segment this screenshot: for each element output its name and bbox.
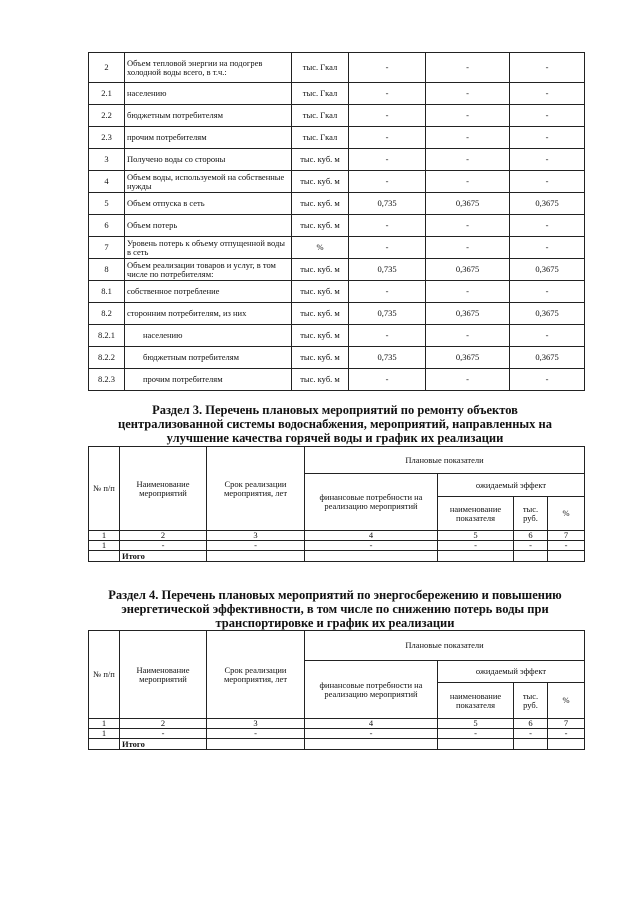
row-name: Объем отпуска в сеть — [125, 193, 292, 215]
row-value: - — [510, 149, 585, 171]
row-name: Объем тепловой энергии на подогрев холодной воды всего, в т.ч.: — [125, 53, 292, 83]
water-balance-table — [88, 52, 585, 391]
row-unit: тыс. куб. м — [292, 149, 349, 171]
section-3-title: Раздел 3. Перечень плановых мероприятий по ремонту объектов централизованной системы водоснабжения, мероприятий, направленных на улучшение качества горячей воды и график их реализации — [118, 403, 552, 445]
row-value: 0,3675 — [510, 259, 585, 281]
idx-cell: 6 — [514, 531, 548, 541]
header-num: № п/п — [89, 447, 120, 531]
row-number: 2.3 — [89, 127, 125, 149]
row-cell: - — [548, 541, 585, 551]
header-name: Наименование мероприятий — [120, 447, 207, 531]
row-value: 0,3675 — [426, 259, 510, 281]
row-value: - — [349, 171, 426, 193]
table-row — [89, 729, 585, 739]
table-row — [89, 237, 585, 259]
idx-cell: 1 — [89, 719, 120, 729]
row-unit: тыс. Гкал — [292, 53, 349, 83]
row-cell: - — [120, 541, 207, 551]
row-cell: - — [514, 729, 548, 739]
section-4-table — [88, 630, 585, 750]
row-value: - — [426, 53, 510, 83]
row-name: бюджетным потребителям — [125, 347, 292, 369]
row-value: - — [510, 281, 585, 303]
row-value: 0,3675 — [426, 193, 510, 215]
idx-cell: 3 — [207, 531, 305, 541]
row-value: 0,735 — [349, 347, 426, 369]
row-number: 2.1 — [89, 83, 125, 105]
row-value: - — [349, 281, 426, 303]
idx-cell: 2 — [120, 719, 207, 729]
row-value: - — [426, 325, 510, 347]
total-label: Итого — [120, 551, 207, 562]
row-cell: - — [305, 729, 438, 739]
idx-cell: 2 — [120, 531, 207, 541]
table-row — [89, 369, 585, 391]
table-row — [89, 171, 585, 193]
row-cell: - — [120, 729, 207, 739]
table-row — [89, 325, 585, 347]
header-term: Срок реализации мероприятия, лет — [207, 631, 305, 719]
header-name: Наименование мероприятий — [120, 631, 207, 719]
row-number: 5 — [89, 193, 125, 215]
header-fin: финансовые потребности на реализацию мероприятий — [305, 661, 438, 719]
header-term: Срок реализации мероприятия, лет — [207, 447, 305, 531]
row-value: - — [510, 369, 585, 391]
row-number: 8 — [89, 259, 125, 281]
row-value: - — [510, 105, 585, 127]
total-row — [89, 551, 585, 562]
row-cell: 1 — [89, 729, 120, 739]
table-row — [89, 127, 585, 149]
row-number: 8.2.3 — [89, 369, 125, 391]
row-number: 8.1 — [89, 281, 125, 303]
row-value: 0,735 — [349, 303, 426, 325]
row-name: населению — [125, 325, 292, 347]
header-effect: ожидаемый эффект — [438, 661, 585, 683]
row-value: - — [426, 83, 510, 105]
table-row — [89, 303, 585, 325]
row-value: - — [426, 105, 510, 127]
row-value: 0,3675 — [510, 347, 585, 369]
row-value: 0,735 — [349, 259, 426, 281]
header-plan: Плановые показатели — [305, 631, 585, 661]
row-unit: тыс. Гкал — [292, 105, 349, 127]
idx-cell: 5 — [438, 719, 514, 729]
header-eff-rub: тыс. руб. — [514, 497, 548, 531]
row-unit: тыс. Гкал — [292, 127, 349, 149]
row-cell: - — [548, 729, 585, 739]
row-name: Получено воды со стороны — [125, 149, 292, 171]
row-value: - — [349, 149, 426, 171]
row-unit: тыс. куб. м — [292, 193, 349, 215]
row-value: - — [510, 215, 585, 237]
table-row — [89, 53, 585, 83]
row-name: бюджетным потребителям — [125, 105, 292, 127]
table-row — [89, 259, 585, 281]
row-cell: - — [305, 541, 438, 551]
row-value: - — [349, 53, 426, 83]
row-unit: тыс. куб. м — [292, 171, 349, 193]
row-number: 7 — [89, 237, 125, 259]
row-value: - — [510, 83, 585, 105]
row-name: населению — [125, 83, 292, 105]
row-value: 0,3675 — [426, 347, 510, 369]
idx-cell: 7 — [548, 719, 585, 729]
row-unit: тыс. куб. м — [292, 281, 349, 303]
row-number: 2.2 — [89, 105, 125, 127]
header-eff-pct: % — [548, 683, 585, 719]
row-value: - — [349, 83, 426, 105]
row-unit: тыс. куб. м — [292, 347, 349, 369]
table-row — [89, 193, 585, 215]
row-value: - — [426, 237, 510, 259]
row-value: 0,3675 — [510, 303, 585, 325]
index-row — [89, 531, 585, 541]
row-name: сторонним потребителям, из них — [125, 303, 292, 325]
row-unit: тыс. Гкал — [292, 83, 349, 105]
row-name: собственное потребление — [125, 281, 292, 303]
row-value: - — [510, 171, 585, 193]
row-unit: тыс. куб. м — [292, 369, 349, 391]
row-cell: 1 — [89, 541, 120, 551]
idx-cell: 3 — [207, 719, 305, 729]
idx-cell: 4 — [305, 719, 438, 729]
row-name: прочим потребителям — [125, 127, 292, 149]
row-unit: тыс. куб. м — [292, 215, 349, 237]
total-row — [89, 739, 585, 750]
table-row — [89, 105, 585, 127]
row-value: - — [349, 325, 426, 347]
row-value: 0,735 — [349, 193, 426, 215]
row-unit: % — [292, 237, 349, 259]
row-name: прочим потребителям — [125, 369, 292, 391]
header-eff-rub: тыс. руб. — [514, 683, 548, 719]
row-number: 3 — [89, 149, 125, 171]
table-row — [89, 83, 585, 105]
row-number: 4 — [89, 171, 125, 193]
header-eff-name: наименование показателя — [438, 683, 514, 719]
row-value: - — [349, 105, 426, 127]
row-name: Уровень потерь к объему отпущенной воды в сеть — [125, 237, 292, 259]
row-value: - — [510, 53, 585, 83]
section-3-table — [88, 446, 585, 562]
row-value: - — [426, 369, 510, 391]
row-unit: тыс. куб. м — [292, 325, 349, 347]
row-number: 8.2.2 — [89, 347, 125, 369]
row-number: 2 — [89, 53, 125, 83]
row-cell: - — [438, 729, 514, 739]
row-value: - — [349, 237, 426, 259]
row-cell: - — [207, 541, 305, 551]
row-value: - — [510, 127, 585, 149]
idx-cell: 1 — [89, 531, 120, 541]
row-value: 0,3675 — [426, 303, 510, 325]
index-row — [89, 719, 585, 729]
row-value: - — [349, 369, 426, 391]
row-value: - — [510, 325, 585, 347]
section-4-title: Раздел 4. Перечень плановых мероприятий по энергосбережению и повышению энергетической эффективности, в том числе по снижению потерь воды при транспортировке и график их реализации — [108, 588, 562, 630]
row-value: - — [349, 127, 426, 149]
row-cell: - — [438, 541, 514, 551]
row-cell: - — [514, 541, 548, 551]
header-effect: ожидаемый эффект — [438, 474, 585, 497]
row-value: - — [349, 215, 426, 237]
row-value: - — [426, 149, 510, 171]
header-plan: Плановые показатели — [305, 447, 585, 474]
table-row — [89, 215, 585, 237]
row-unit: тыс. куб. м — [292, 259, 349, 281]
row-number: 8.2.1 — [89, 325, 125, 347]
idx-cell: 7 — [548, 531, 585, 541]
row-cell: - — [207, 729, 305, 739]
header-fin: финансовые потребности на реализацию мероприятий — [305, 474, 438, 531]
row-value: - — [426, 281, 510, 303]
row-name: Объем потерь — [125, 215, 292, 237]
idx-cell: 4 — [305, 531, 438, 541]
row-name: Объем реализации товаров и услуг, в том числе по потребителям: — [125, 259, 292, 281]
table-row — [89, 347, 585, 369]
table-row — [89, 281, 585, 303]
row-value: - — [426, 215, 510, 237]
row-value: - — [426, 171, 510, 193]
header-num: № п/п — [89, 631, 120, 719]
total-label: Итого — [120, 739, 207, 750]
row-unit: тыс. куб. м — [292, 303, 349, 325]
table-row — [89, 149, 585, 171]
row-name: Объем воды, используемой на собственные нужды — [125, 171, 292, 193]
row-value: - — [426, 127, 510, 149]
idx-cell: 6 — [514, 719, 548, 729]
row-value: - — [510, 237, 585, 259]
idx-cell: 5 — [438, 531, 514, 541]
row-value: 0,3675 — [510, 193, 585, 215]
row-number: 6 — [89, 215, 125, 237]
header-eff-pct: % — [548, 497, 585, 531]
row-number: 8.2 — [89, 303, 125, 325]
table-row — [89, 541, 585, 551]
header-eff-name: наименование показателя — [438, 497, 514, 531]
